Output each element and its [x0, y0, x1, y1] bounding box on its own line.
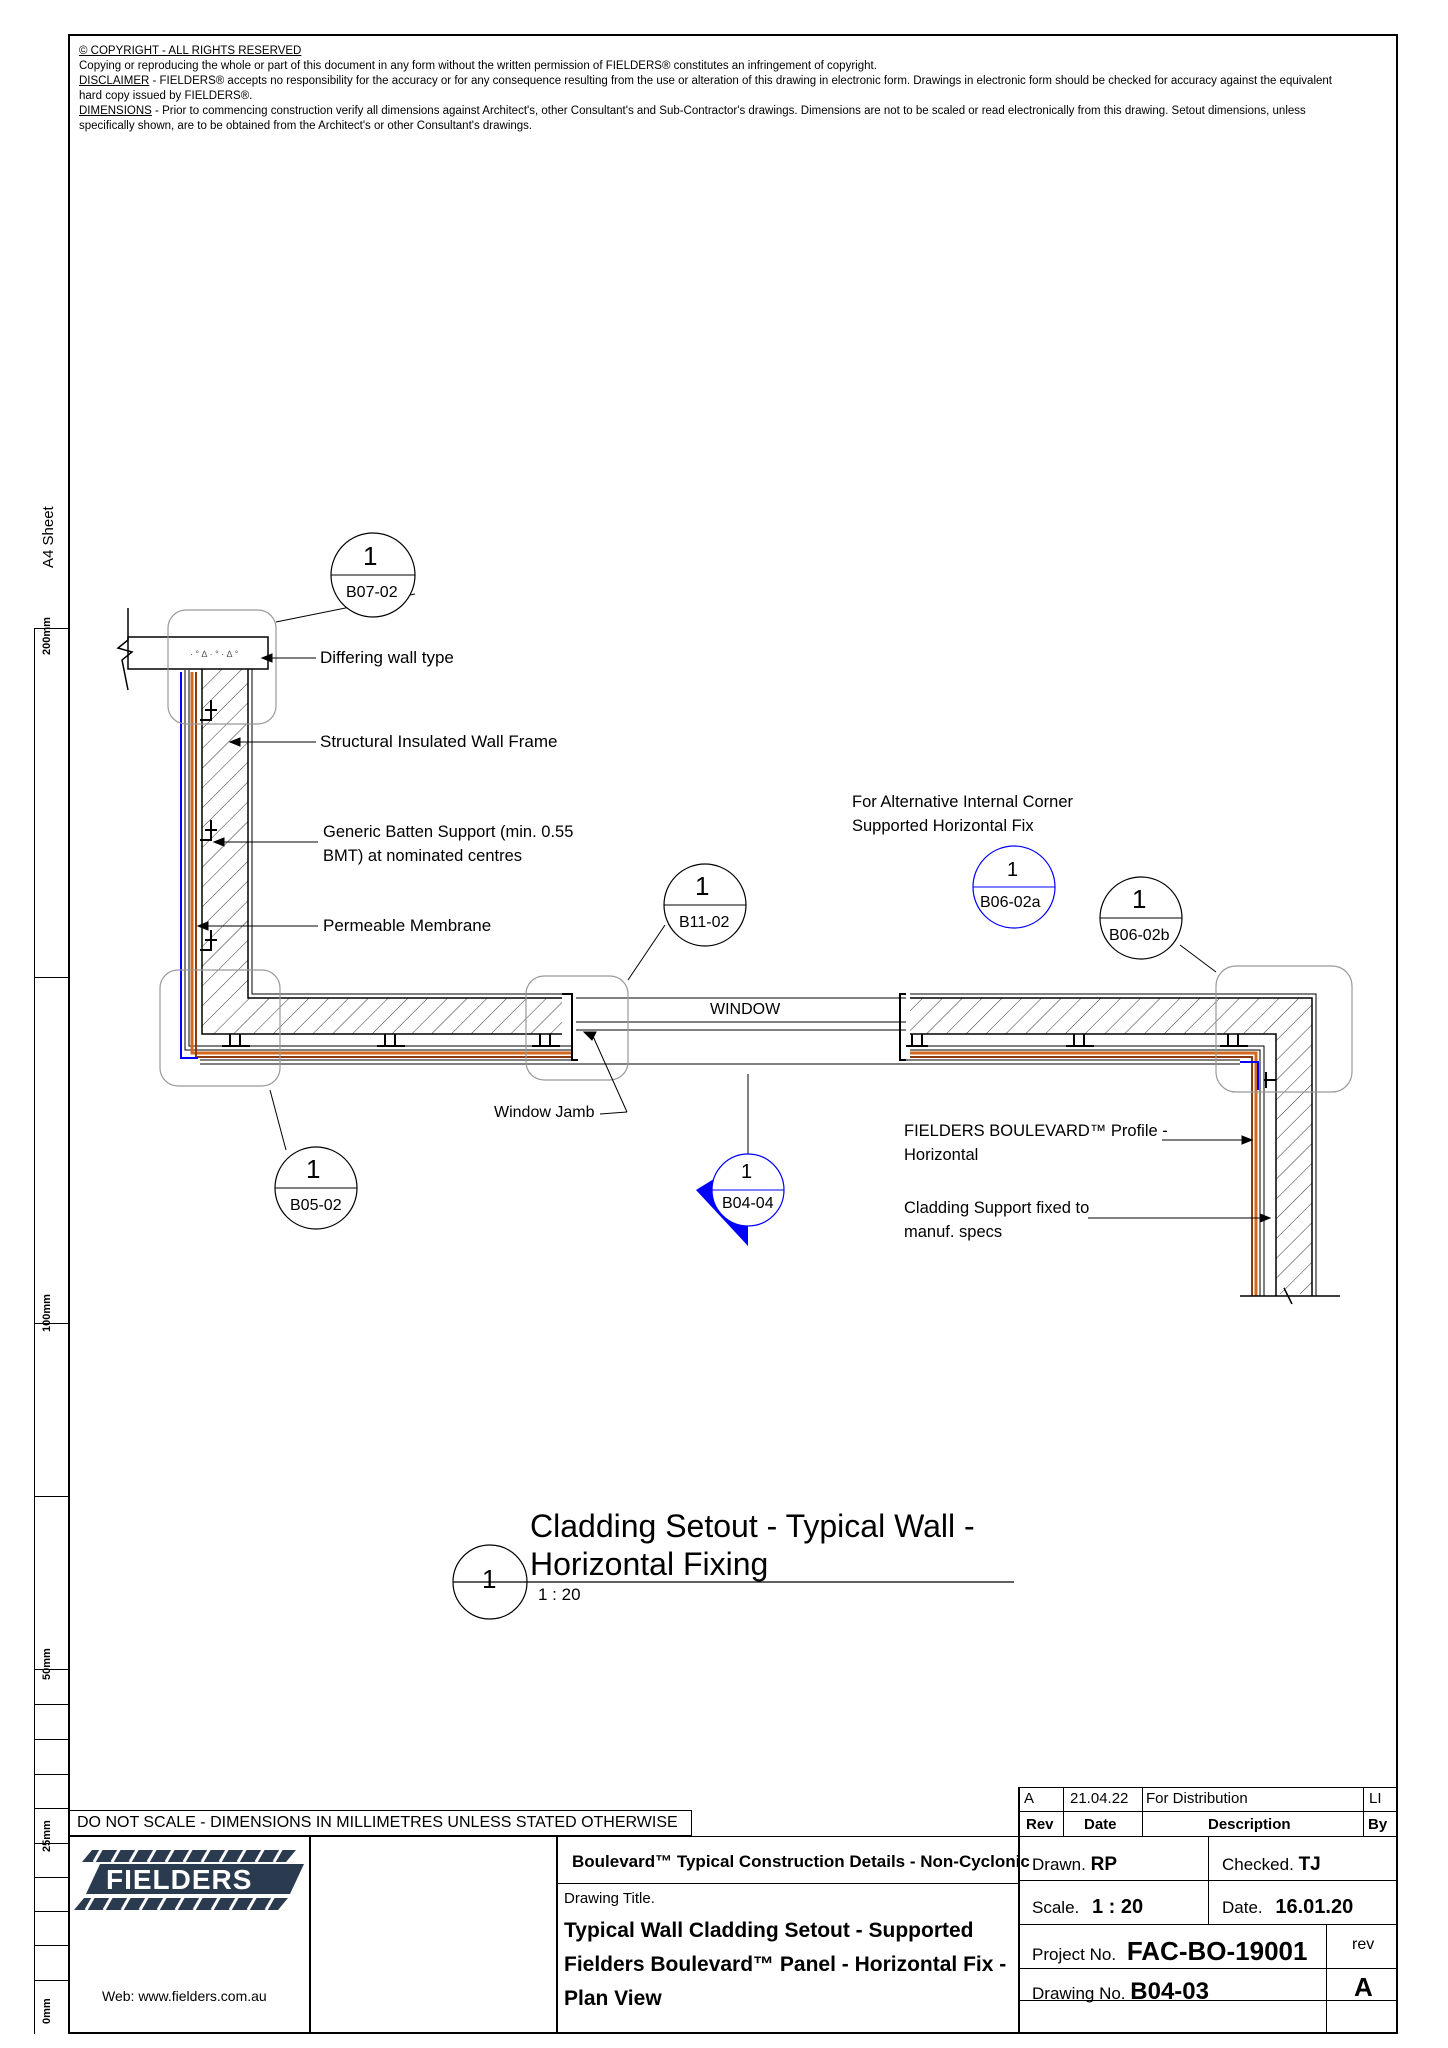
- disclaimer-heading: DISCLAIMER: [79, 75, 150, 87]
- date-field: [1222, 1896, 1353, 1919]
- callout-number: 1: [363, 541, 378, 571]
- drawing-title-line1: Typical Wall Cladding Setout - Supported: [564, 1919, 974, 1942]
- checked-label: Checked.: [1222, 1855, 1294, 1874]
- date-value: 16.01.20: [1275, 1896, 1354, 1918]
- revision-by: LI: [1369, 1790, 1382, 1807]
- rev-value: A: [1354, 1972, 1373, 2002]
- callout-number: 1: [306, 1154, 321, 1184]
- revision-description: For Distribution: [1146, 1790, 1248, 1807]
- label-differing-wall: Differing wall type: [320, 648, 454, 667]
- callout-reference: B07-02: [346, 584, 398, 601]
- do-not-scale-text: DO NOT SCALE - DIMENSIONS IN MILLIMETRES UNLESS STATED OTHERWISE: [77, 1814, 678, 1831]
- ruler-mark-200: 200mm: [41, 617, 53, 655]
- dimensions-heading: DIMENSIONS: [79, 105, 152, 117]
- callout-reference: B06-02b: [1109, 927, 1170, 944]
- checked-value: TJ: [1298, 1854, 1321, 1875]
- label-window-jamb: Window Jamb: [494, 1104, 595, 1121]
- label-alt-corner: [852, 790, 1073, 838]
- label-cladding-support: [904, 1196, 1089, 1244]
- description-header: Description: [1208, 1816, 1291, 1833]
- drawing-title-line2: Fielders Boulevard™ Panel - Horizontal Fix -: [564, 1953, 1007, 1976]
- title-block-divider: [1208, 1837, 1209, 1925]
- callout-number: 1: [695, 871, 710, 901]
- label-batten-line1: Generic Batten Support (min. 0.55: [323, 823, 574, 841]
- checked-field: [1222, 1854, 1321, 1876]
- label-profile-line1: FIELDERS BOULEVARD™ Profile -: [904, 1122, 1168, 1140]
- label-membrane: Permeable Membrane: [323, 916, 492, 935]
- drawing-title-label: Drawing Title.: [564, 1890, 655, 1907]
- ruler-mark-25: 25mm: [41, 1820, 53, 1852]
- by-header: By: [1368, 1816, 1388, 1833]
- drawing-title-line3: Plan View: [564, 1987, 662, 2010]
- view-title-line1: Cladding Setout - Typical Wall -: [530, 1508, 975, 1544]
- label-batten-line2: BMT) at nominated centres: [323, 847, 522, 865]
- callout-number: 1: [1007, 859, 1019, 881]
- label-alt-corner-line2: Supported Horizontal Fix: [852, 817, 1034, 835]
- label-support-line2: manuf. specs: [904, 1223, 1003, 1241]
- label-profile-line2: Horizontal: [904, 1146, 979, 1164]
- drawing-title: [564, 1914, 1006, 2016]
- project-no-label: Project No.: [1032, 1945, 1117, 1964]
- drawn-field: [1032, 1854, 1117, 1876]
- label-sip-frame: Structural Insulated Wall Frame: [320, 732, 558, 751]
- ruler-mark-100: 100mm: [41, 1294, 53, 1332]
- callout-reference: B05-02: [290, 1197, 342, 1214]
- revision-table: [1018, 1787, 1397, 1837]
- title-block-divider: [1326, 1925, 1327, 2032]
- do-not-scale-box: [70, 1810, 692, 1836]
- ruler-mark-50: 50mm: [41, 1648, 53, 1680]
- callout-number: 1: [1132, 884, 1147, 914]
- label-batten-support: [323, 820, 573, 868]
- title-block-divider: [1018, 1968, 1397, 1969]
- copyright-text: Copying or reproducing the whole or part of this document in any form without the written permission of FIELDERS® constitutes an infringement of copyright.: [79, 60, 877, 72]
- drawn-label: Drawn.: [1032, 1855, 1086, 1874]
- project-no-field: [1032, 1936, 1307, 1967]
- label-boulevard-profile: [904, 1119, 1168, 1167]
- label-alt-corner-line1: For Alternative Internal Corner: [852, 793, 1074, 811]
- website-text: Web: www.fielders.com.au: [102, 1988, 267, 2004]
- dimensions-text: - Prior to commencing construction verify all dimensions against Architect's, other Consultant's and Sub-Contractor's drawings. Dimensions are not to be scaled or read electronically from this drawing. Setout dimensions, unless specifically shown, are to be obtained from the Architect's or other Consultant's drawings.: [79, 105, 1306, 132]
- svg-text:· ° ∆ · ° · ∆ °: · ° ∆ · ° · ∆ °: [190, 649, 239, 659]
- project-no-value: FAC-BO-19001: [1126, 1936, 1308, 1966]
- project-title: Boulevard™ Typical Construction Details - Non-Cyclonic: [572, 1852, 1030, 1871]
- ruler-mark-0: 0mm: [41, 1998, 53, 2024]
- drawn-value: RP: [1090, 1854, 1117, 1875]
- title-block-divider: [309, 1836, 311, 2032]
- logo-text: FIELDERS: [106, 1864, 253, 1895]
- callout-reference: B11-02: [679, 914, 730, 931]
- drawing-no-value: B04-03: [1130, 1978, 1209, 2005]
- callout-number: 1: [741, 1161, 753, 1183]
- title-block-divider: [556, 1883, 1018, 1884]
- view-title-number: 1: [482, 1564, 497, 1594]
- copyright-heading: © COPYRIGHT - ALL RIGHTS RESERVED: [79, 45, 302, 57]
- rev-label: rev: [1352, 1936, 1375, 1953]
- drawing-no-field: [1032, 1978, 1209, 2006]
- rev-header: Rev: [1026, 1816, 1054, 1833]
- drawing-no-label: Drawing No.: [1032, 1984, 1126, 2003]
- callout-reference: B06-02a: [980, 894, 1041, 911]
- callout-reference: B04-04: [722, 1195, 774, 1212]
- scale-value: 1 : 20: [1091, 1896, 1144, 1918]
- title-block-divider: [556, 1836, 558, 2032]
- scale-label: Scale.: [1032, 1898, 1080, 1917]
- revision-date: 21.04.22: [1070, 1790, 1129, 1807]
- disclaimer-text: - FIELDERS® accepts no responsibility for the accuracy or for any consequence resulting from the use or alteration of this drawing in electronic form. Drawings in electronic form should be checked for accuracy against the equivalent hard copy issued by FIELDERS®.: [79, 75, 1332, 102]
- label-support-line1: Cladding Support fixed to: [904, 1199, 1090, 1217]
- view-title-line2: Horizontal Fixing: [530, 1546, 769, 1582]
- label-window: WINDOW: [710, 1001, 781, 1018]
- sheet-size-label: A4 Sheet: [40, 506, 57, 568]
- view-title-scale: 1 : 20: [538, 1585, 581, 1604]
- date-label: Date.: [1222, 1898, 1263, 1917]
- scale-field: [1032, 1896, 1143, 1919]
- revision-code: A: [1024, 1790, 1035, 1807]
- date-header: Date: [1084, 1816, 1117, 1833]
